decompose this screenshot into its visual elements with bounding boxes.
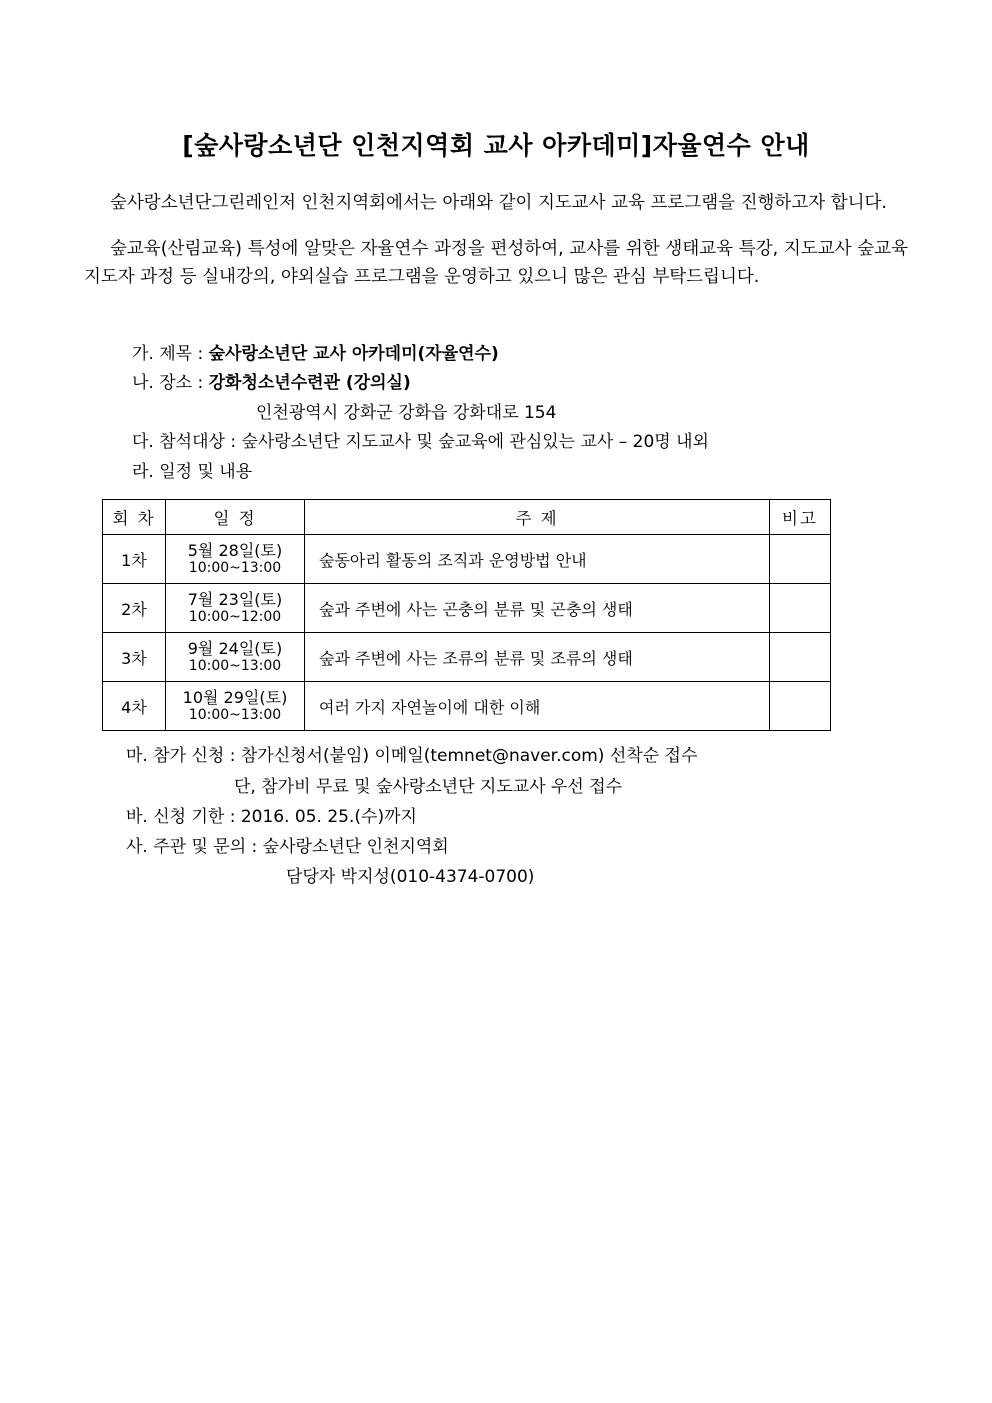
- cell-date: [166, 682, 305, 731]
- item-title-row: [132, 340, 908, 370]
- cell-session: 4차: [103, 682, 166, 731]
- header-session: 회 차: [103, 500, 166, 535]
- table-row: [103, 633, 831, 682]
- item-venue-address: 인천광역시 강화군 강화읍 강화대로 154: [256, 403, 557, 424]
- page-title: [숲사랑소년단 인천지역회 교사 아카데미]자율연수 안내: [182, 131, 810, 160]
- cell-note: [770, 682, 831, 731]
- cell-session: 2차: [103, 584, 166, 633]
- item-organizer-row: 사. 주관 및 문의 : 숲사랑소년단 인천지역회: [126, 837, 449, 858]
- cell-date: [166, 584, 305, 633]
- intro-paragraph-2: 숲교육(산림교육) 특성에 알맞은 자율연수 과정을 편성하여, 교사를 위한 생태교육 특강, 지도교사 숲교육 지도자 과정 등 실내강의, 야외실습 프로그램을 운영하고 있으니 많은 관심 부탁드립니다.: [84, 238, 908, 288]
- detail-items: [84, 340, 908, 488]
- cell-date-time: 10:00~13:00: [188, 560, 282, 577]
- cell-date-main: 5월 28일(토): [187, 540, 283, 560]
- cell-date-main: 9월 24일(토): [187, 638, 283, 658]
- schedule-table: [102, 499, 831, 731]
- cell-topic: 여러 가지 자연놀이에 대한 이해: [305, 682, 770, 731]
- tail-items: [84, 741, 908, 892]
- cell-note: [770, 535, 831, 584]
- cell-date-time: 10:00~12:00: [188, 609, 282, 626]
- cell-session: 3차: [103, 633, 166, 682]
- cell-topic: 숲과 주변에 사는 곤충의 분류 및 곤충의 생태: [305, 584, 770, 633]
- item-title-value: 숲사랑소년단 교사 아카데미(자율연수): [208, 343, 499, 364]
- cell-date-main: 7월 23일(토): [187, 589, 283, 609]
- intro-paragraph-1: 숲사랑소년단그린레인저 인천지역회에서는 아래와 같이 지도교사 교육 프로그램을 진행하고자 합니다.: [110, 192, 887, 213]
- item-title-label: 가. 제목 :: [132, 343, 209, 364]
- cell-date-time: 10:00~13:00: [188, 658, 282, 675]
- item-venue-label: 나. 장소 :: [132, 373, 209, 394]
- cell-date: [166, 535, 305, 584]
- cell-session: 1차: [103, 535, 166, 584]
- cell-topic: 숲과 주변에 사는 조류의 분류 및 조류의 생태: [305, 633, 770, 682]
- cell-date-main: 10월 29일(토): [182, 687, 288, 707]
- cell-date-time: 10:00~13:00: [188, 707, 282, 724]
- cell-date: [166, 633, 305, 682]
- header-topic: 주 제: [305, 500, 770, 535]
- header-date: 일 정: [166, 500, 305, 535]
- table-row: [103, 682, 831, 731]
- cell-note: [770, 633, 831, 682]
- item-participants-row: 다. 참석대상 : 숲사랑소년단 지도교사 및 숲교육에 관심있는 교사 – 20명 내외: [132, 431, 709, 452]
- item-application-note: 단, 참가비 무료 및 숲사랑소년단 지도교사 우선 접수: [234, 776, 623, 797]
- item-venue-value: 강화청소년수련관 (강의실): [208, 373, 411, 394]
- item-venue-row: [132, 369, 908, 399]
- table-row: [103, 535, 831, 584]
- cell-note: [770, 584, 831, 633]
- cell-topic: 숲동아리 활동의 조직과 운영방법 안내: [305, 535, 770, 584]
- table-row: [103, 584, 831, 633]
- header-note: 비고: [770, 500, 831, 535]
- item-schedule-row: 라. 일정 및 내용: [132, 461, 253, 482]
- item-application-row: 마. 참가 신청 : 참가신청서(붙임) 이메일(temnet@naver.com) 선착순 접수: [126, 746, 698, 767]
- table-header-row: [103, 500, 831, 535]
- item-contact-row: 담당자 박지성(010-4374-0700): [286, 867, 535, 888]
- item-deadline-row: 바. 신청 기한 : 2016. 05. 25.(수)까지: [126, 806, 417, 827]
